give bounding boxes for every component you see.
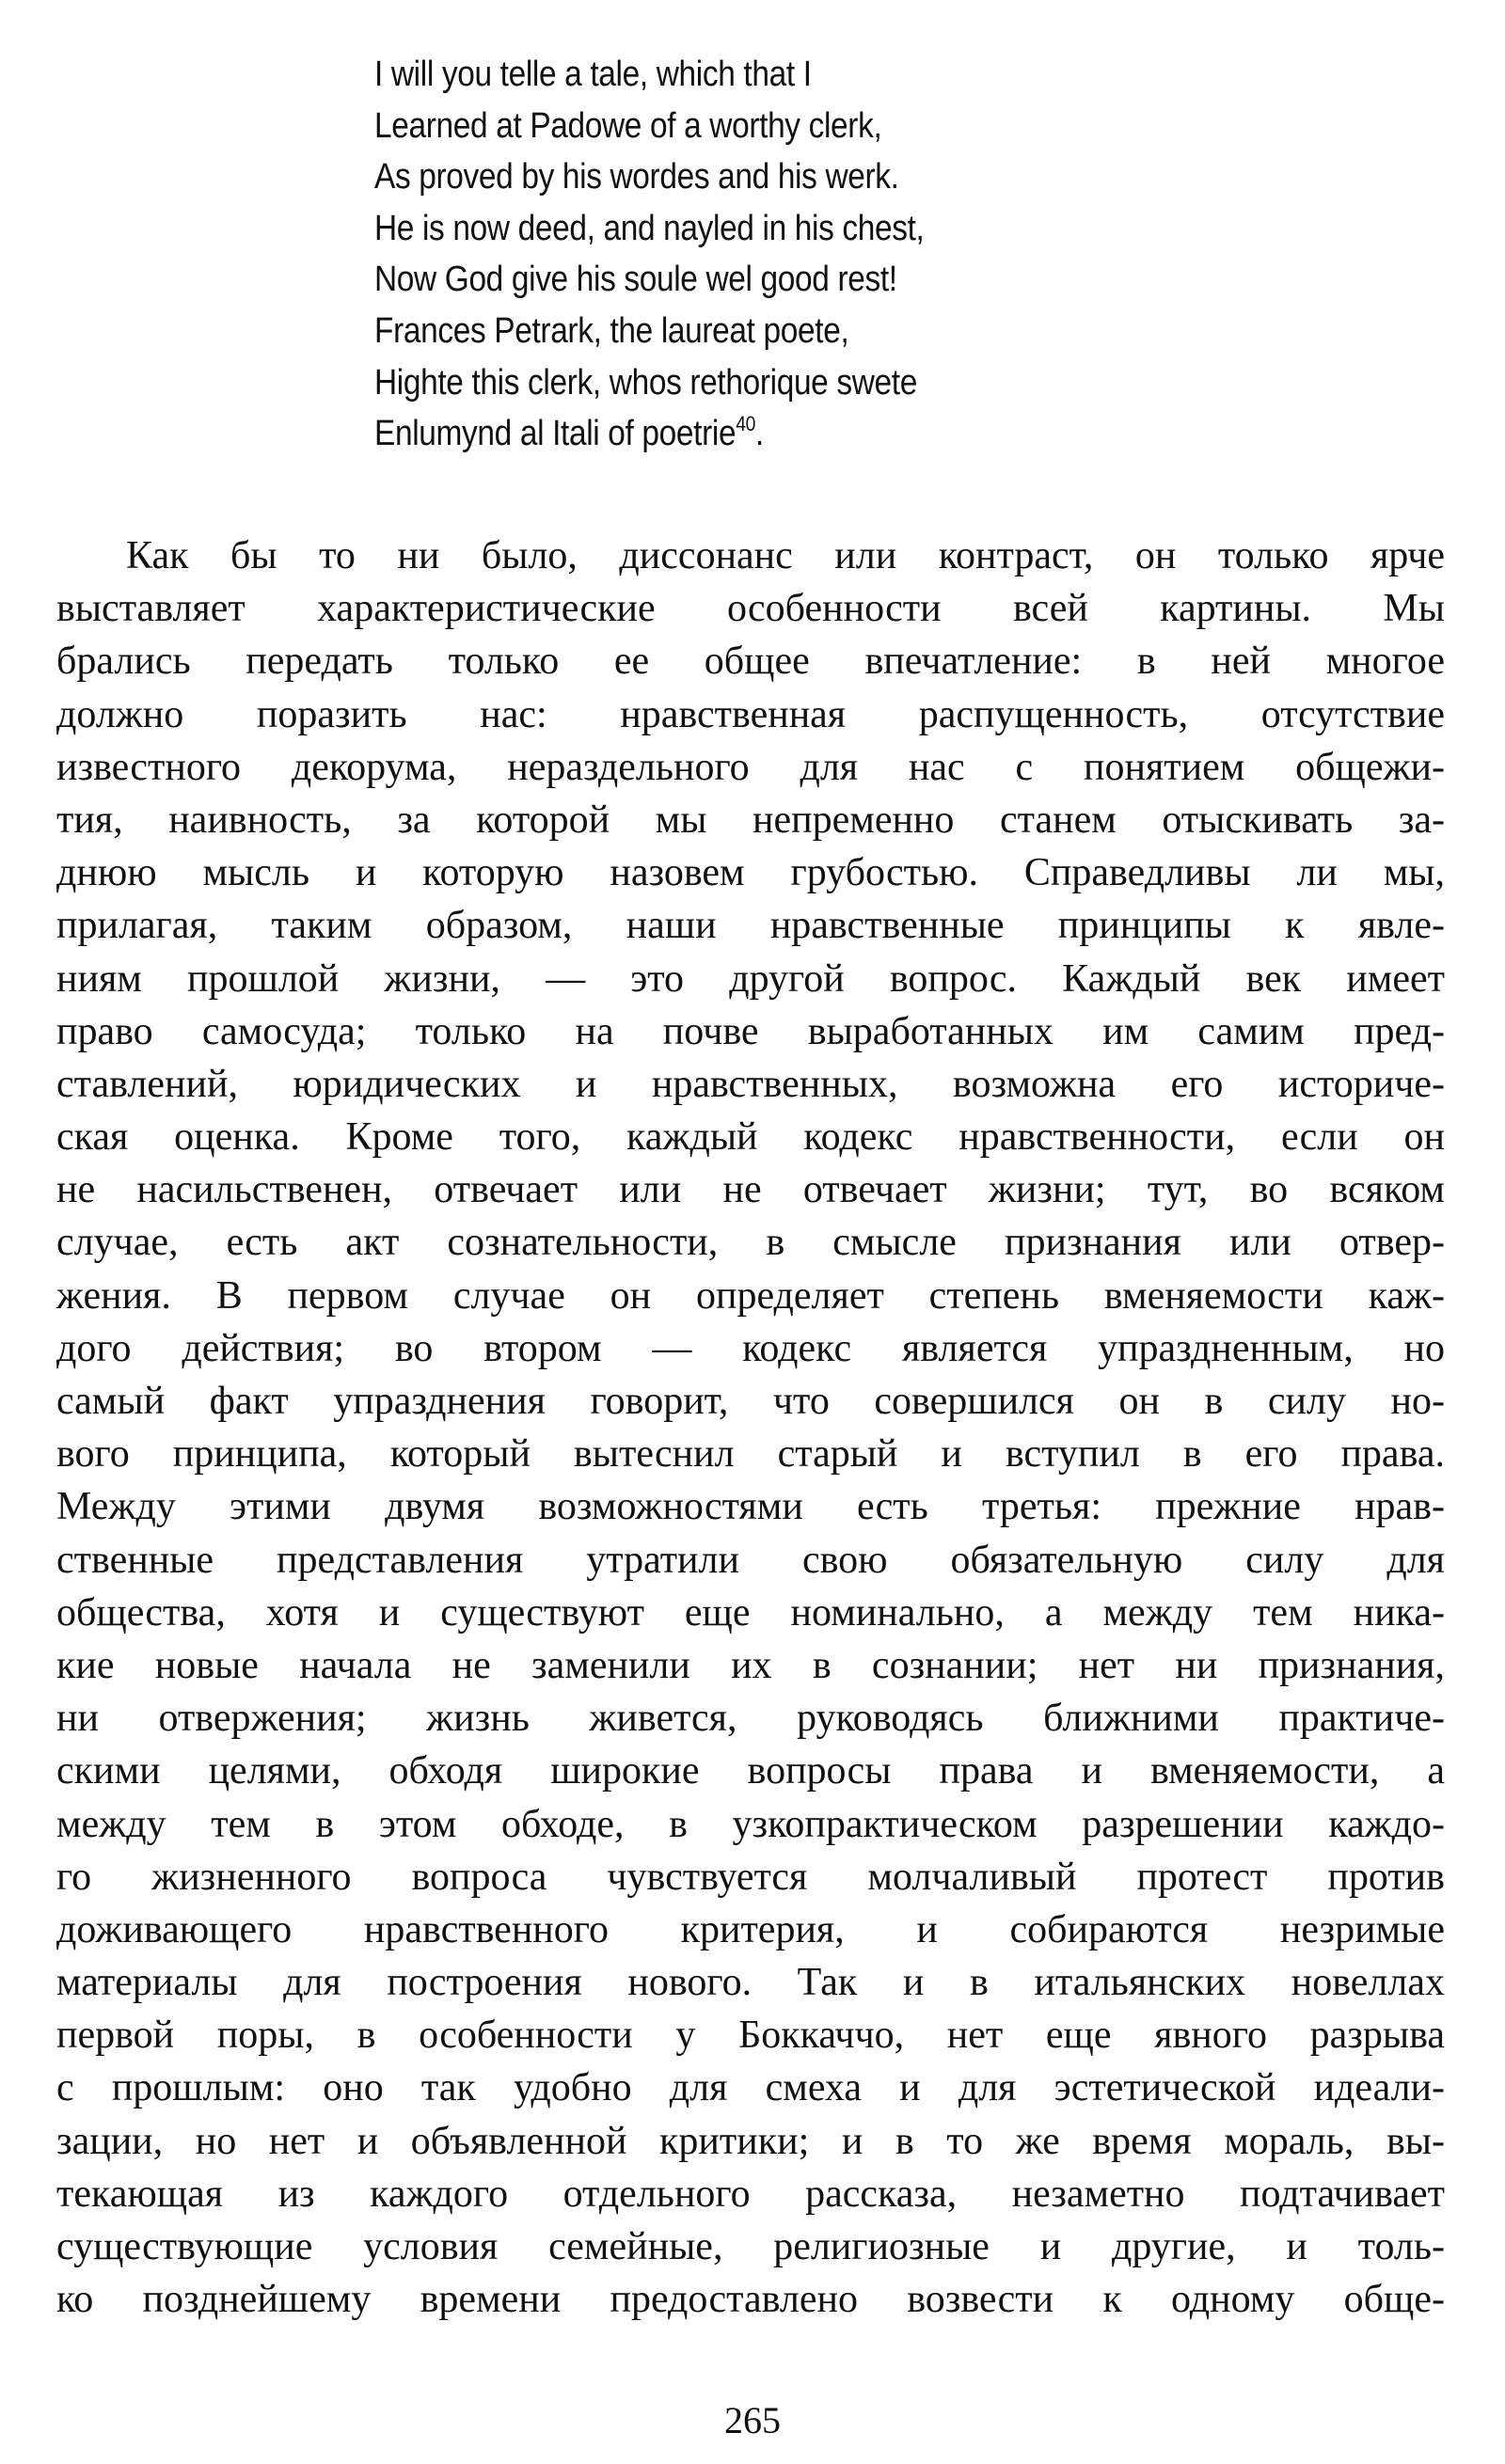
paragraph-line: доживающего нравственного критерия, и собираются незримые [56, 1907, 1445, 1951]
paragraph-line: самый факт упразднения говорит, что совершился он в силу но- [56, 1380, 1445, 1423]
paragraph-line: Как бы то ни было, диссонанс или контраст, он только ярче [126, 534, 1445, 577]
paragraph-line: брались передать только ее общее впечатление: в ней многое [56, 640, 1445, 684]
paragraph-line: скими целями, обходя широкие вопросы права и вменяемости, а [56, 1749, 1445, 1793]
verse-line-last [374, 408, 1119, 460]
verse-line: As proved by his wordes and his werk. [374, 157, 899, 197]
paragraph-line: первой поры, в особенности у Боккаччо, нет еще явного разрыва [56, 2014, 1445, 2058]
paragraph-line: днюю мысль и которую назовем грубостью. Справедливы ли мы, [56, 851, 1445, 895]
paragraph-line: случае, есть акт сознательности, в смысле признания или отвер- [56, 1221, 1445, 1265]
verse-line: Now God give his soule wel good rest! [374, 260, 897, 300]
paragraph-line: прилагая, таким образом, наши нравственные принципы к явле- [56, 904, 1445, 948]
paragraph-line: ниям прошлой жизни, — это другой вопрос. Каждый век имеет [56, 956, 1445, 1001]
paragraph-line: кие новые начала не заменили их в сознании; нет ни признания, [56, 1643, 1445, 1687]
verse-final-punctuation: . [755, 414, 764, 454]
paragraph-line: не насильственен, отвечает или не отвечает жизни; тут, во всяком [56, 1168, 1445, 1212]
verse-line: Highte this clerk, whos rethorique swete [374, 362, 917, 403]
paragraph-line: между тем в этом обходе, в узкопрактическом разрешении каждо- [56, 1802, 1445, 1846]
paragraph-line: должно поразить нас: нравственная распущенность, отсутствие [56, 692, 1445, 736]
body-paragraph [56, 529, 1445, 2326]
paragraph-line: ко позднейшему времени предоставлено возвести к одному обще- [56, 2278, 1445, 2322]
paragraph-line: текающая из каждого отдельного рассказа, незаметно подтачивает [56, 2172, 1445, 2216]
footnote-reference[interactable]: 40 [736, 412, 756, 436]
verse-line: Frances Petrark, the laureat poete, [374, 310, 849, 351]
paragraph-line: го жизненного вопроса чувствуется молчаливый протест против [56, 1855, 1445, 1899]
paragraph-line: существующие условия семейные, религиозные и другие, и толь- [56, 2225, 1445, 2268]
verse-quotation [374, 49, 1119, 460]
verse-line: He is now deed, and nayled in his chest, [374, 208, 925, 248]
paragraph-line: право самосуда; только на почве выработанных им самим пред- [56, 1009, 1445, 1053]
paragraph-line: дого действия; во втором — кодекс является упраздненным, но [56, 1326, 1445, 1370]
paragraph-line: ственные представления утратили свою обязательную силу для [56, 1538, 1445, 1582]
paragraph-line: общества, хотя и существуют еще номинально, а между тем ника- [56, 1590, 1445, 1635]
verse-line-text: Enlumynd al Itali of poetrie [374, 414, 737, 454]
paragraph-line: выставляет характеристические особенности всей картины. Мы [56, 587, 1445, 631]
paragraph-line: известного декорума, нераздельного для нас с понятием общежи- [56, 745, 1445, 789]
paragraph-line: с прошлым: оно так удобно для смеха и для эстетической идеали- [56, 2066, 1445, 2110]
paragraph-line: ни отвержения; жизнь живется, руководясь ближними практиче- [56, 1697, 1445, 1741]
paragraph-line: жения. В первом случае он определяет степень вменяемости каж- [56, 1273, 1445, 1318]
page-number: 265 [724, 2399, 781, 2441]
paragraph-line: вого принципа, который вытеснил старый и вступил в его права. [56, 1432, 1445, 1477]
paragraph-line: ская оценка. Кроме того, каждый кодекс нравственности, если он [56, 1115, 1445, 1160]
paragraph-line: тия, наивность, за которой мы непременно станем отыскивать за- [56, 798, 1445, 842]
verse-line: Learned at Padowe of a worthy clerk, [374, 105, 882, 146]
paragraph-line: материалы для построения нового. Так и в итальянских новеллах [56, 1961, 1445, 2005]
paragraph-line: ставлений, юридических и нравственных, возможна его историче- [56, 1062, 1445, 1106]
verse-line: I will you telle a tale, which that I [374, 55, 812, 94]
paragraph-line: Между этими двумя возможностями есть третья: прежние нрав- [56, 1485, 1445, 1529]
paragraph-line: зации, но нет и объявленной критики; и в то же время мораль, вы- [56, 2119, 1445, 2163]
